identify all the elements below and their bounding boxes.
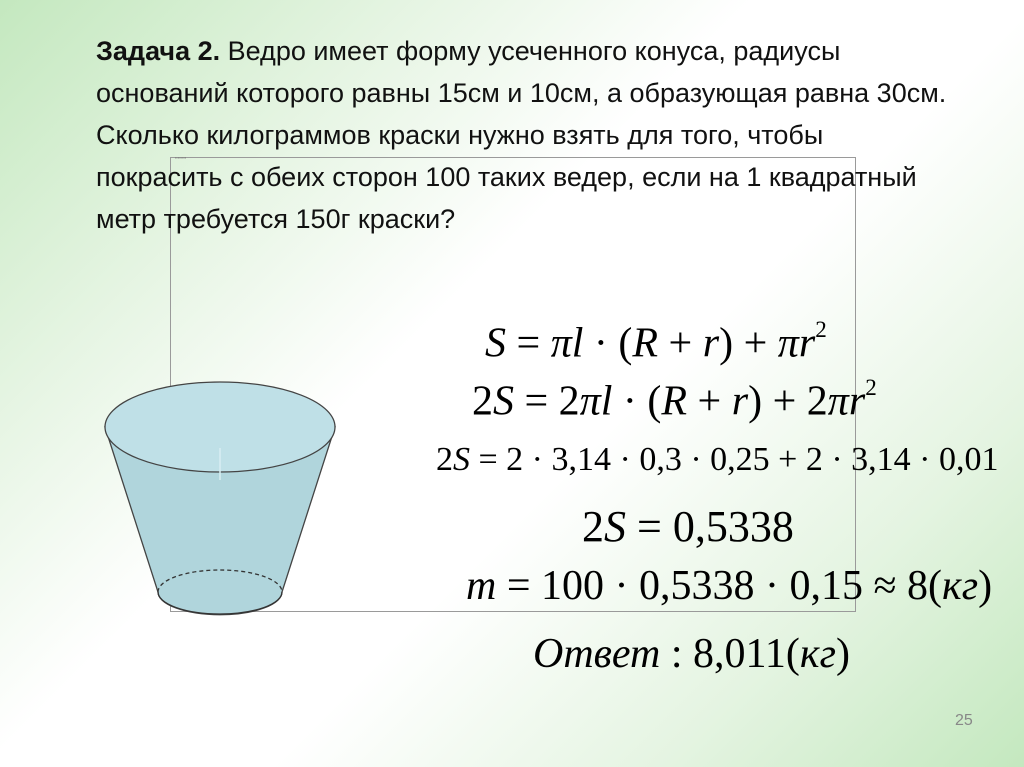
truncated-cone-illustration [95, 370, 345, 625]
problem-text [96, 30, 956, 240]
formula-area-result [582, 502, 794, 551]
eq1-r2: r [798, 320, 816, 367]
formula-answer [533, 633, 850, 675]
eq1-mid: · ( [583, 320, 633, 367]
answer-unit: кг [799, 631, 836, 677]
formula-paint-mass [466, 565, 992, 607]
eq1-lhs: S [485, 320, 506, 367]
eq3-coef: 2 [436, 441, 453, 478]
eq1-pi2: π [777, 320, 799, 367]
answer-close: ) [835, 631, 850, 677]
eq2-plus: + [687, 378, 732, 425]
eq2-R: R [661, 378, 688, 425]
eq2-exp: 2 [865, 374, 877, 400]
eq2-lhs: S [493, 378, 514, 425]
eq1-close: ) + [719, 320, 778, 367]
eq5-close: ) [978, 563, 993, 609]
problem-body: Ведро имеет форму усеченного конуса, радиусы оснований которого равны 15см и 10см, а образующая равна 30см. Сколько килограммов краски нужно взять для того, чтобы покрасить с обеих сторон 100 таких ведер, если на 1 квадратный метр требуется 150г краски? [96, 36, 947, 234]
formula-surface-area [485, 318, 827, 365]
eq3-lhs: S [453, 441, 470, 478]
formula-double-area [472, 376, 877, 423]
formula-numeric-substitution [436, 443, 998, 477]
page-number: 25 [955, 712, 973, 729]
eq1-exp: 2 [815, 316, 827, 342]
frame-tag: ▪▪▪▪▪▪▪▪ [175, 155, 187, 160]
eq4-lhs: S [604, 502, 626, 551]
answer-value: : 8,011( [660, 631, 800, 677]
answer-label: Ответ [533, 631, 661, 677]
eq5-lhs: m [466, 563, 497, 609]
eq1-l: l [571, 320, 584, 367]
eq2-r2: r [848, 378, 866, 425]
problem-heading: Задача 2. [96, 36, 221, 66]
eq4-coef: 2 [582, 502, 604, 551]
eq5-unit: кг [942, 563, 979, 609]
eq1-r: r [702, 320, 720, 367]
eq2-close: ) + 2 [748, 378, 828, 425]
eq2-l: l [600, 378, 613, 425]
eq1-R: R [632, 320, 659, 367]
eq2-eqcoef: = 2 [514, 378, 580, 425]
eq3-rhs: = 2 · 3,14 · 0,3 · 0,25 + 2 · 3,14 · 0,01 [470, 441, 999, 478]
eq2-mid: · ( [612, 378, 662, 425]
eq2-pi2: π [827, 378, 849, 425]
eq1-eq: = [506, 320, 551, 367]
eq1-pi: π [550, 320, 572, 367]
eq5-rhs: = 100 · 0,5338 · 0,15 ≈ 8( [496, 563, 943, 609]
eq2-pi: π [579, 378, 601, 425]
eq4-rhs: = 0,5338 [626, 502, 794, 551]
eq1-plus: + [658, 320, 703, 367]
eq2-coef: 2 [472, 378, 493, 425]
eq2-r: r [731, 378, 749, 425]
